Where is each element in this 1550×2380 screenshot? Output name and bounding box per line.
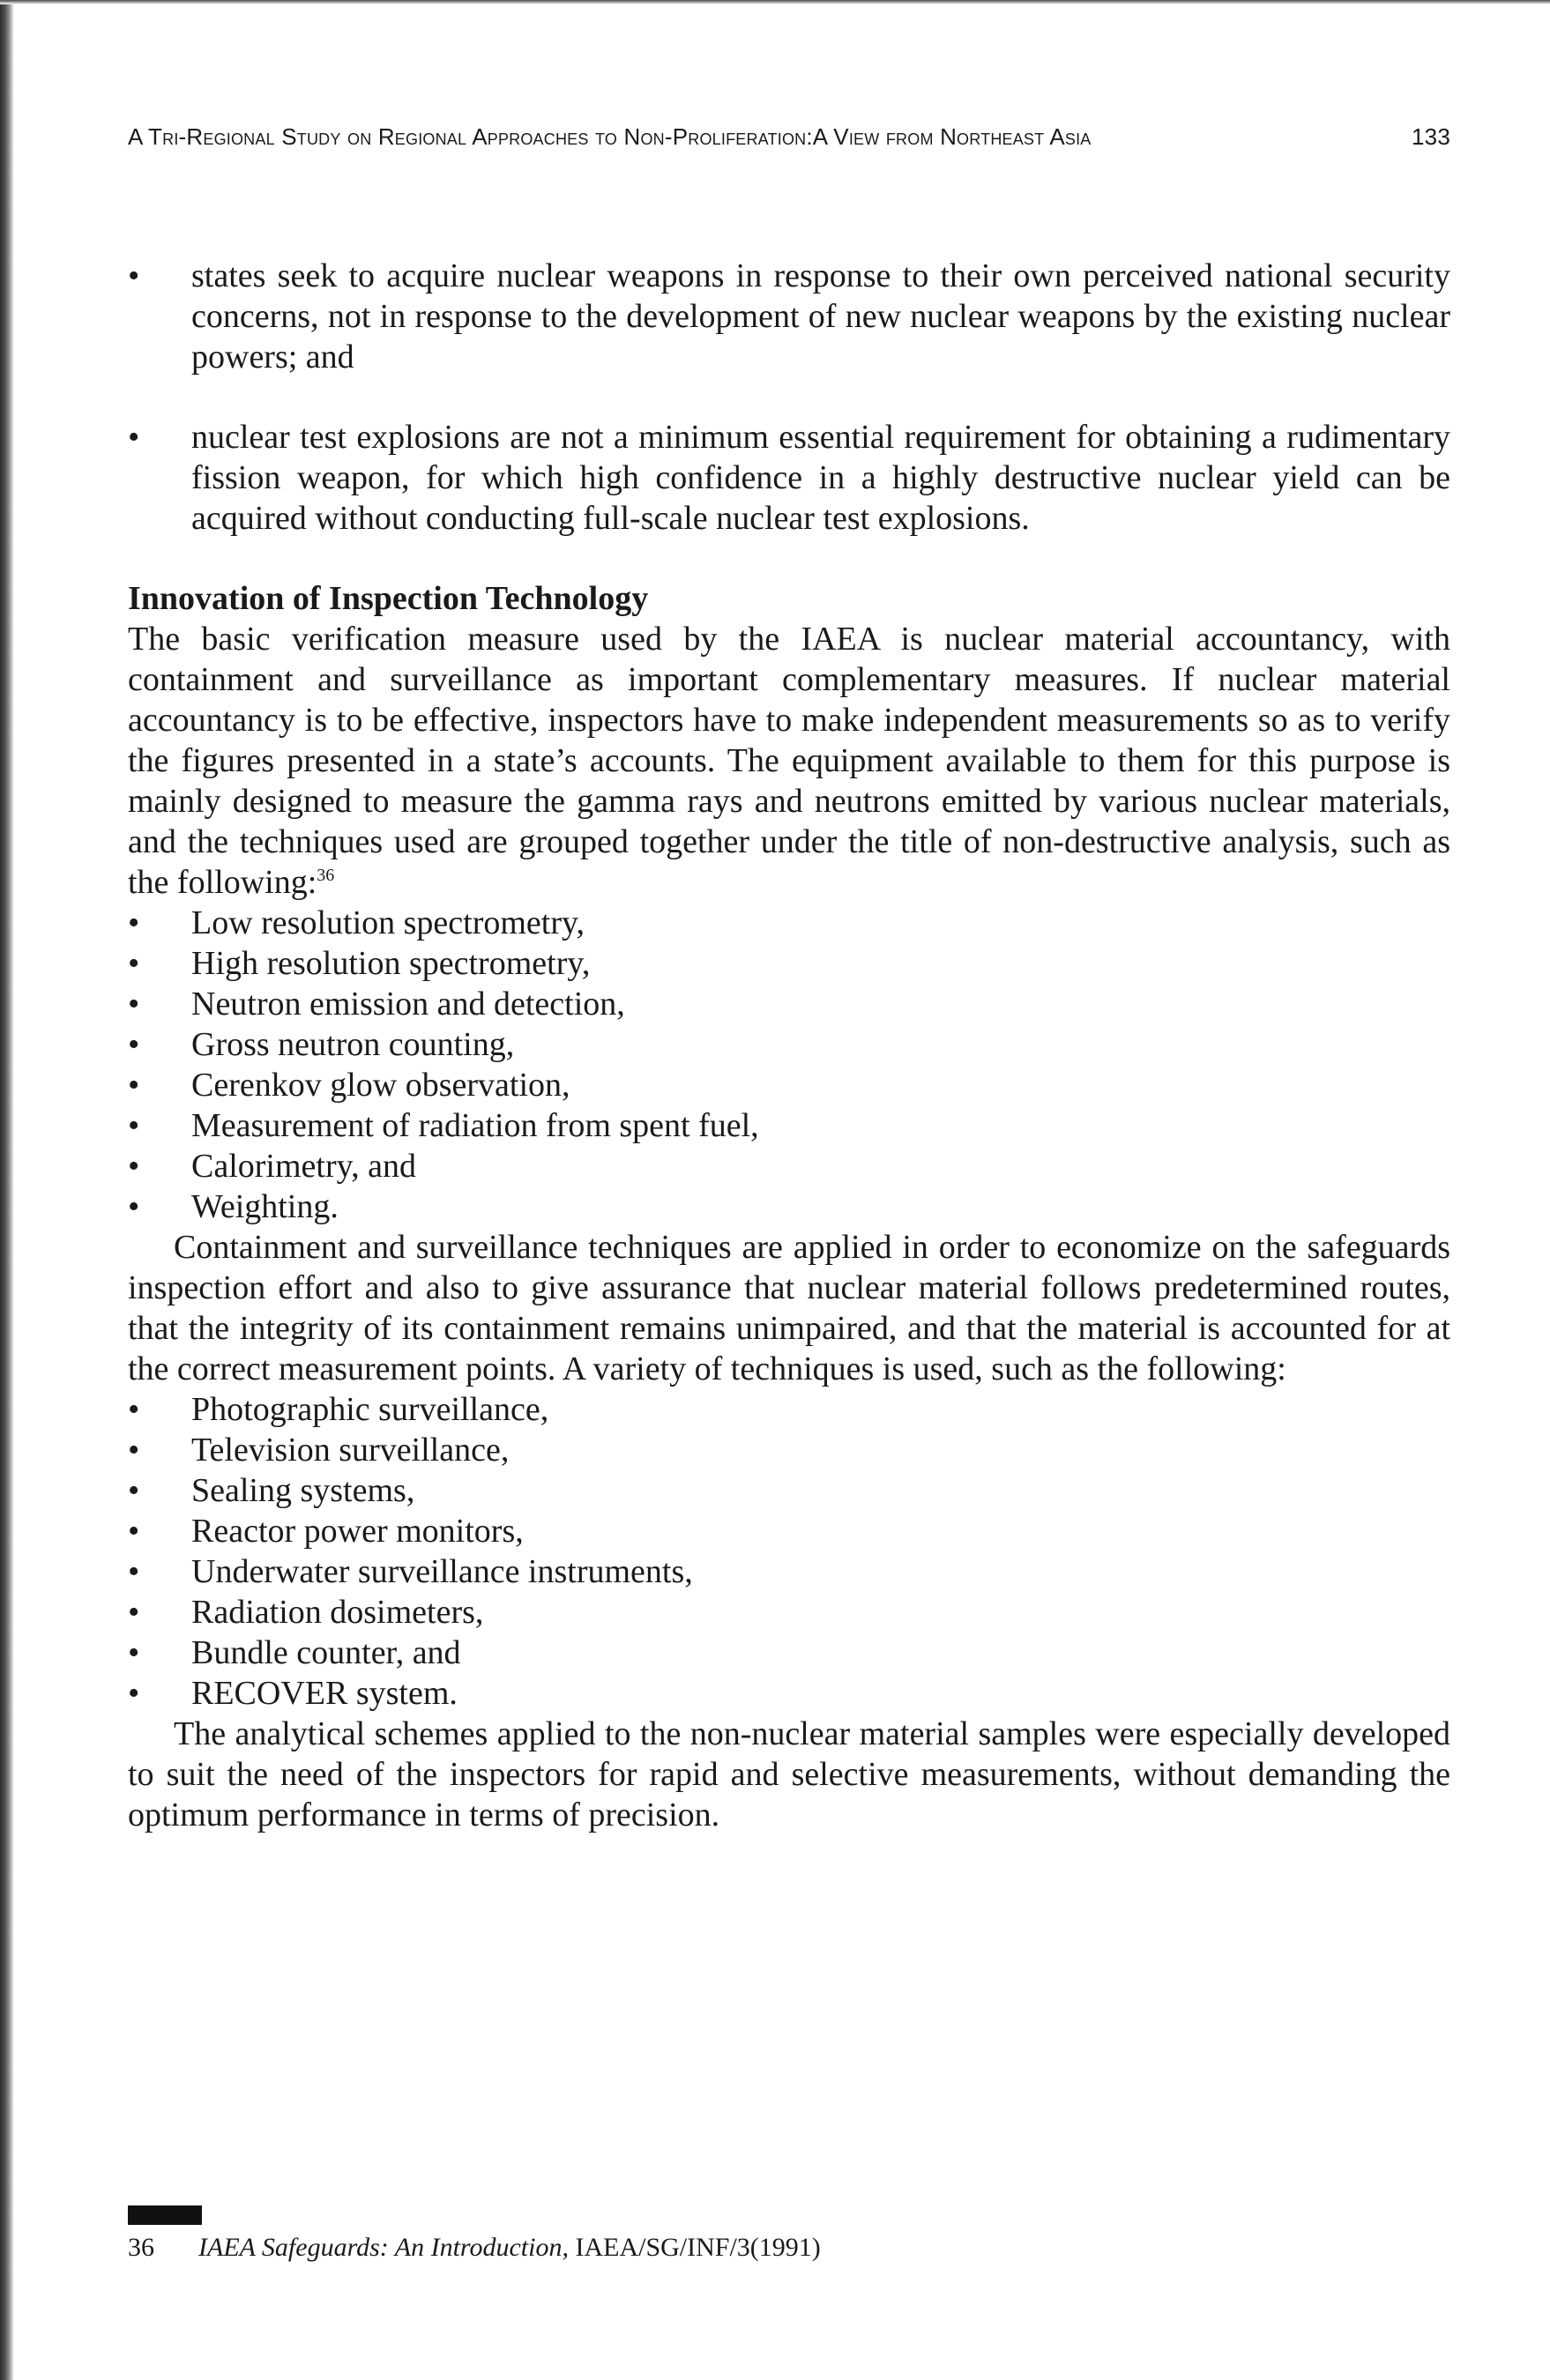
list-item: • Weighting. [128,1186,1450,1227]
list-item: • Measurement of radiation from spent fuel, [128,1105,1450,1146]
footnote-title: IAEA Safeguards: An Introduction, [198,2233,569,2262]
cs-technique-list [128,1389,1450,1714]
paragraph-text: The basic verification measure used by the IAEA is nuclear material accountancy, with containment and surveillance as important complementary measures. If nuclear material accountancy is to be effective, inspectors have to make independent measurements so as to verify the figures presented in a state’s accounts. The equipment available to them for this purpose is mainly designed to measure the gamma rays and neutrons emitted by various nuclear materials, and the techniques used are grouped together under the title of non-destructive analysis, such as the following: [128,621,1450,901]
footnote-number: 36 [128,2233,154,2262]
list-item: • Cerenkov glow observation, [128,1065,1450,1105]
list-item: • Gross neutron counting, [128,1024,1450,1065]
section-heading: Innovation of Inspection Technology [128,580,649,617]
list-item: • Neutron emission and detection, [128,984,1450,1024]
list-item: • Calorimetry, and [128,1146,1450,1186]
list-item: • RECOVER system. [128,1673,1450,1714]
footnote-reference: IAEA/SG/INF/3(1991) [568,2233,821,2262]
list-item: • Reactor power monitors, [128,1511,1450,1551]
list-item: • Television surveillance, [128,1430,1450,1470]
nda-technique-list [128,903,1450,1227]
page-body [128,256,1450,1835]
paragraph-containment: Containment and surveillance techniques are applied in order to economize on the safeguards inspection effort and also to give assurance that nuclear material follows predetermined routes, that the integrity of its containment remains unimpaired, and that the material is accounted for at the correct measurement points. A variety of techniques is used, such as the following: [128,1229,1450,1387]
paragraph-nda-intro [128,619,1450,903]
running-title: A Tri-Regional Study on Regional Approaches to Non-Proliferation:A View from Northeast Asia [128,123,1092,150]
list-item: • Underwater surveillance instruments, [128,1551,1450,1592]
footnote-rule [128,2205,202,2225]
list-item: • Sealing systems, [128,1470,1450,1511]
running-header [128,123,1450,159]
list-item: • states seek to acquire nuclear weapons in response to their own perceived national security concerns, not in response to the development of new nuclear weapons by the existing nuclear powers; and [128,256,1450,377]
list-item: • Radiation dosimeters, [128,1592,1450,1633]
list-item: • Low resolution spectrometry, [128,903,1450,943]
scan-top-edge [0,0,1550,4]
footnote-ref: 36 [317,866,335,885]
intro-bullet-list [128,256,1450,539]
page-number: 133 [1412,123,1450,150]
list-item: • Photographic surveillance, [128,1389,1450,1430]
scan-binding-edge [0,0,14,2380]
list-item: • High resolution spectrometry, [128,943,1450,984]
paragraph-analytical: The analytical schemes applied to the non-nuclear material samples were especially developed to suit the need of the inspectors for rapid and selective measurements, without demanding the optimum performance in terms of precision. [128,1715,1450,1833]
footnote [128,2230,1186,2265]
list-item: • Bundle counter, and [128,1633,1450,1673]
list-item: • nuclear test explosions are not a minimum essential requirement for obtaining a rudimentary fission weapon, for which high confidence in a highly destructive nuclear yield can be acquired without conducting full-scale nuclear test explosions. [128,417,1450,539]
